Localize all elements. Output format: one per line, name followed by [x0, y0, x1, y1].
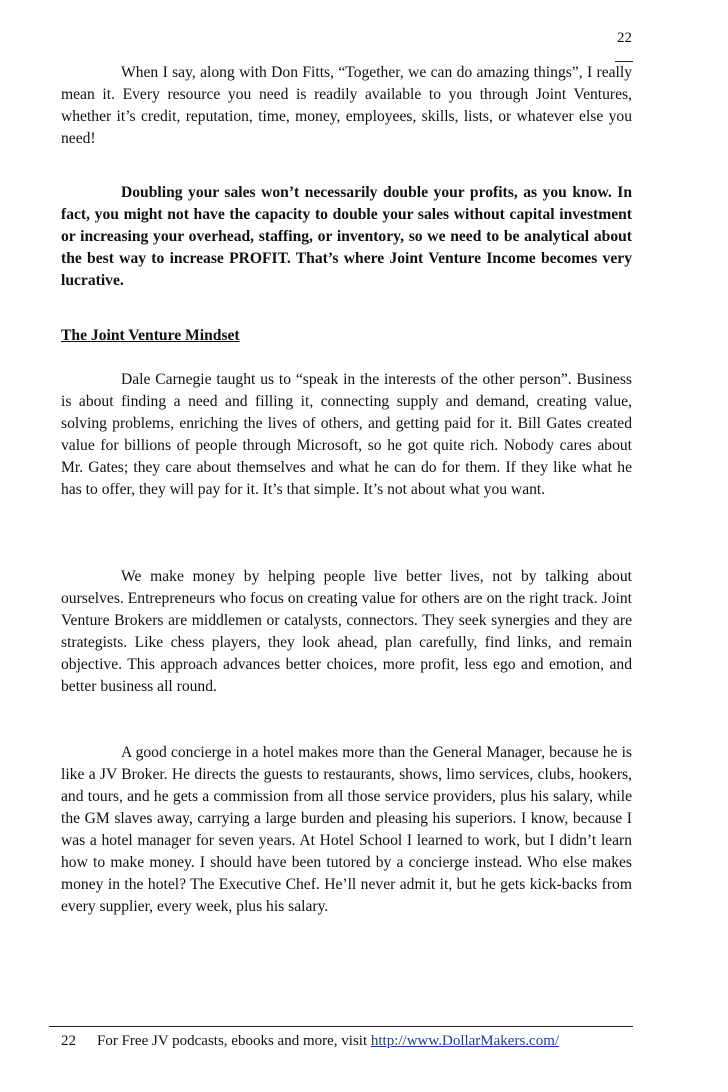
paragraph-3-text: Dale Carnegie taught us to “speak in the interests of the other person”. Business is about finding a need and filling it, connecting supply and demand, creating value, solving problems, enriching the lives of others, and getting paid for it. Bill Gates created value for billions of people through Microsoft, so he got quite rich. Nobody cares about Mr. Gates; they care about themselves and what he can do for them. If they like what he has to offer, they will pay for it. It’s that simple. It’s not about what you want.	[61, 371, 632, 498]
footer-text: For Free JV podcasts, ebooks and more, visit	[97, 1033, 371, 1049]
footer-page-number: 22	[61, 1033, 76, 1049]
paragraph-5-text: A good concierge in a hotel makes more than the General Manager, because he is like a JV Broker. He directs the guests to restaurants, shows, limo services, clubs, hookers, and tours, and he gets a commission from all those service providers, plus his salary, while the GM slaves away, carrying a large burden and pleasing his superiors. I know, because I was a hotel manager for seven years. At Hotel School I learned to work, but I didn’t learn how to make money. I should have been tutored by a concierge instead. Who else makes money in the hotel? The Executive Chef. He’ll never admit it, but he gets kick-backs from every supplier, every week, plus his salary.	[61, 744, 632, 915]
paragraph-5	[61, 742, 632, 918]
header-page-number: 22	[617, 30, 632, 46]
footer-rule	[49, 1026, 633, 1027]
paragraph-4	[61, 566, 632, 698]
section-heading: The Joint Venture Mindset	[61, 327, 240, 344]
paragraph-2	[61, 182, 632, 292]
paragraph-2-text: Doubling your sales won’t necessarily double your profits, as you know. In fact, you might not have the capacity to double your sales without capital investment or increasing your overhead, staffing, or inventory, so we need to be analytical about the best way to increase PROFIT. That’s where Joint Venture Income becomes very lucrative.	[61, 184, 632, 289]
paragraph-1	[61, 62, 632, 150]
footer	[61, 1030, 641, 1052]
footer-link[interactable]: http://www.DollarMakers.com/	[370, 1033, 560, 1049]
paragraph-1-text: When I say, along with Don Fitts, “Together, we can do amazing things”, I really mean it. Every resource you need is readily available to you through Joint Ventures, whether it’s credit, reputation, time, money, employees, skills, lists, or whatever else you need!	[61, 64, 632, 147]
paragraph-3	[61, 369, 632, 501]
paragraph-4-text: We make money by helping people live better lives, not by talking about ourselves. Entrepreneurs who focus on creating value for others are on the right track. Joint Venture Brokers are middlemen or catalysts, connectors. They seek synergies and they are strategists. Like chess players, they look ahead, plan carefully, find links, and remain objective. This approach advances better choices, more profit, less ego and emotion, and better business all round.	[61, 568, 632, 695]
